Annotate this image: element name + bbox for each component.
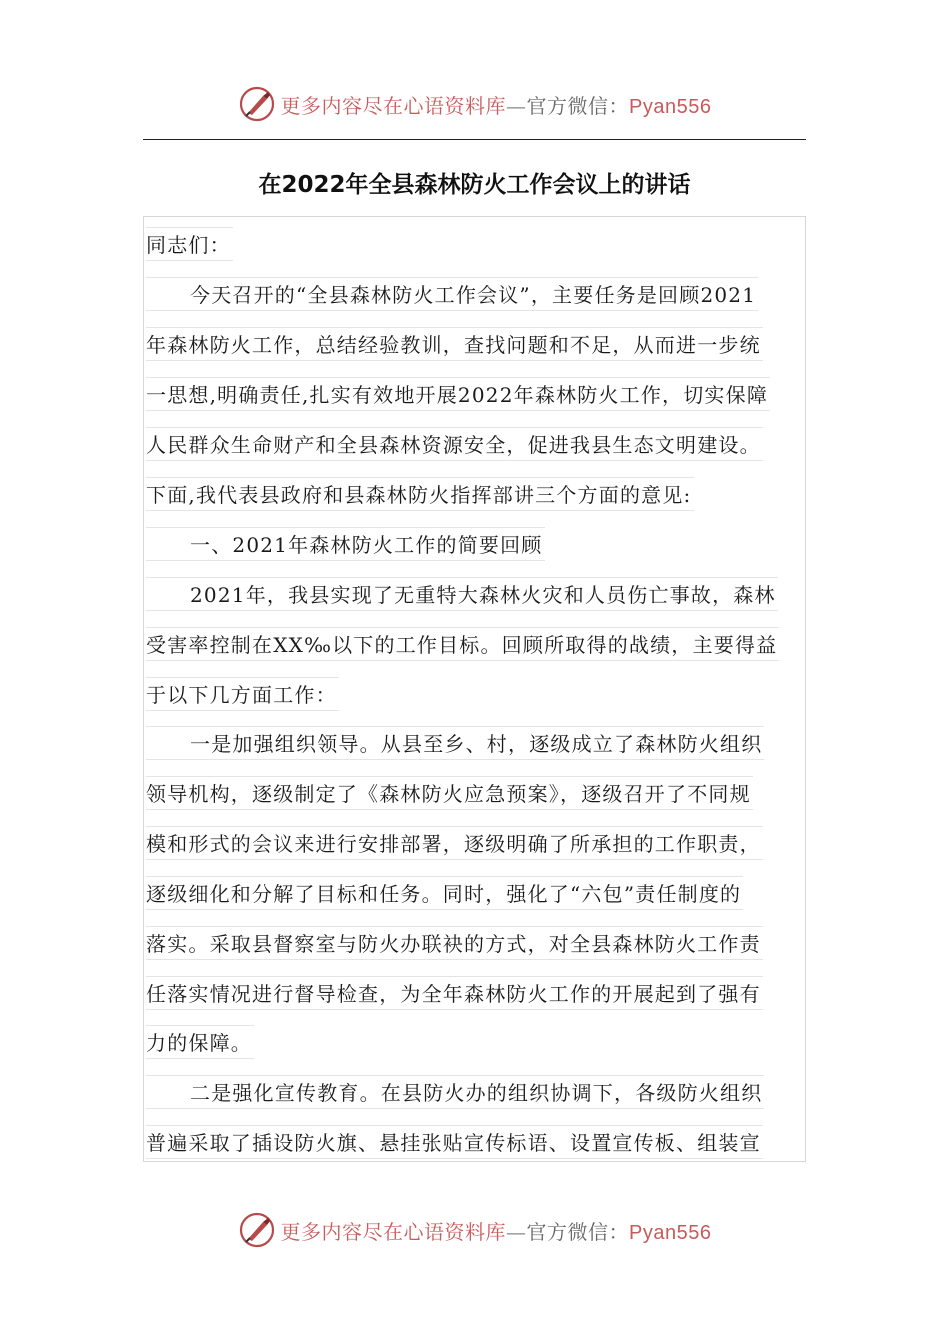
body-line: 力的保障。 [146, 1025, 254, 1059]
banner-separator: — [506, 93, 527, 118]
header-divider [143, 139, 806, 140]
body-line: 领导机构，逐级制定了《森林防火应急预案》，逐级召开了不同规 [146, 776, 753, 810]
body-line: 落实。采取县督察室与防火办联袂的方式，对全县森林防火工作责 [146, 926, 763, 960]
banner-separator: — [506, 1219, 527, 1244]
body-line: 受害率控制在XX‰以下的工作目标。回顾所取得的战绩，主要得益 [146, 627, 779, 661]
banner-wechat-id: Pyan556 [629, 1221, 712, 1244]
banner-text [281, 1216, 712, 1245]
body-line: 人民群众生命财产和全县森林资源安全，促进我县生态文明建设。 [146, 427, 763, 461]
banner-official-label: 官方微信： [526, 93, 630, 118]
body-line: 一是加强组织领导。从县至乡、村，逐级成立了森林防火组织 [146, 726, 764, 760]
banner-text [281, 90, 712, 119]
footer-banner [0, 1208, 950, 1252]
section-heading: 一、2021年森林防火工作的简要回顾 [146, 527, 545, 561]
body-line: 2021年，我县实现了无重特大森林火灾和人员伤亡事故，森林 [146, 577, 778, 611]
body-line: 下面,我代表县政府和县森林防火指挥部讲三个方面的意见: [146, 477, 694, 511]
document-title: 在2022年全县森林防火工作会议上的讲话 [258, 172, 691, 198]
body-line: 二是强化宣传教育。在县防火办的组织协调下，各级防火组织 [146, 1075, 764, 1109]
body-line: 今天召开的“全县森林防火工作会议”，主要任务是回顾2021 [146, 277, 758, 311]
body-line: 年森林防火工作，总结经验教训，查找问题和不足，从而进一步统 [146, 327, 763, 361]
body-line: 任落实情况进行督导检查，为全年森林防火工作的开展起到了强有 [146, 976, 763, 1010]
quill-pen-logo-icon [239, 86, 275, 122]
body-line: 模和形式的会议来进行安排部署，逐级明确了所承担的工作职责， [146, 826, 763, 860]
banner-official-label: 官方微信： [526, 1219, 630, 1244]
body-line: 同志们： [146, 227, 233, 261]
body-line: 于以下几方面工作： [146, 677, 339, 711]
header-banner [0, 82, 950, 126]
banner-wechat-id: Pyan556 [629, 95, 712, 118]
banner-main-text: 更多内容尽在心语资料库 [280, 1219, 507, 1244]
body-line: 一思想,明确责任,扎实有效地开展2022年森林防火工作，切实保障 [146, 377, 770, 411]
banner-main-text: 更多内容尽在心语资料库 [280, 93, 507, 118]
quill-pen-logo-icon [239, 1212, 275, 1248]
body-line: 普遍采取了插设防火旗、悬挂张贴宣传标语、设置宣传板、组装宣 [146, 1125, 763, 1159]
body-line: 逐级细化和分解了目标和任务。同时，强化了“六包”责任制度的 [146, 876, 743, 910]
